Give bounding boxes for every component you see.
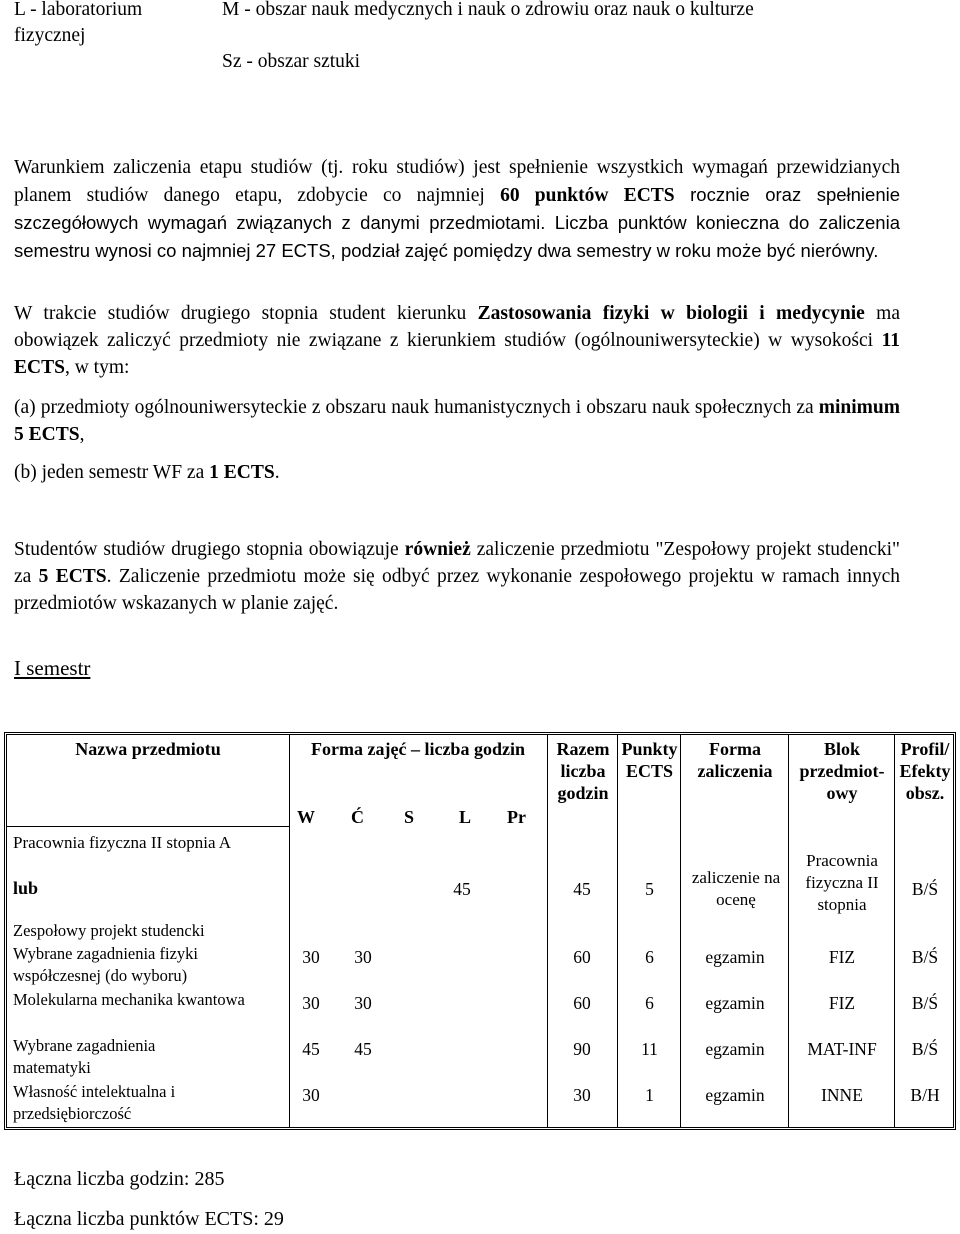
text: . bbox=[274, 462, 280, 483]
bold-text: 11 ECTS bbox=[14, 330, 900, 378]
total-hours: 45 bbox=[573, 879, 591, 899]
course-name: Molekularna mechanika kwantowa bbox=[13, 990, 245, 1009]
text: Studentów studiów drugiego stopnia obowiązuje bbox=[14, 539, 405, 560]
item-a-paragraph bbox=[14, 394, 900, 448]
header-block: Blok przedmiot-owy bbox=[799, 739, 885, 803]
legend-l: L - laboratorium fizycznej bbox=[14, 0, 143, 46]
project-paragraph bbox=[14, 536, 900, 617]
section-title: I semestr bbox=[14, 656, 91, 680]
hours-c: 45 bbox=[354, 1039, 372, 1059]
profile: B/Ś bbox=[911, 879, 939, 899]
assessment: egzamin bbox=[705, 993, 765, 1013]
bold-text: 5 ECTS bbox=[38, 566, 107, 587]
bold-text: minimum 5 ECTS bbox=[14, 397, 900, 445]
hours-w: 30 bbox=[302, 947, 320, 967]
legend-sz: Sz - obszar sztuki bbox=[222, 51, 361, 72]
text: rocznie oraz spełnienie szczegółowych wymagań związanych z danymi przedmiotami. Liczba punktów konieczna do zaliczenia semestru wynosi co najmniej 27 ECTS, podział zajęć pomiędzy dwa semestry w roku może być nierówny. bbox=[14, 184, 901, 261]
course-name: Wybrane zagadnienia matematyki bbox=[13, 1036, 156, 1077]
item-b-paragraph bbox=[14, 459, 900, 486]
block: INNE bbox=[821, 1085, 863, 1105]
block: FIZ bbox=[828, 947, 856, 967]
hours-w: 30 bbox=[302, 993, 320, 1013]
bold-text: 60 punktów ECTS bbox=[500, 185, 675, 206]
course-name: Wybrane zagadnienia fizyki współczesnej (do wyboru) bbox=[13, 944, 198, 985]
course-or: lub bbox=[13, 878, 39, 898]
text: . Zaliczenie przedmiotu może się odbyć przez wykonanie zespołowego projektu w ramach innych przedmiotów wskazanych w planie zajęć. bbox=[14, 566, 900, 614]
subheader-s: S bbox=[404, 807, 415, 827]
assessment: zaliczenie na ocenę bbox=[691, 868, 781, 909]
assessment: egzamin bbox=[705, 1039, 765, 1059]
col-divider bbox=[289, 735, 290, 1127]
profile: B/H bbox=[910, 1085, 940, 1105]
header-name: Nazwa przedmiotu bbox=[75, 739, 221, 759]
course-table bbox=[4, 732, 956, 1130]
subheader-l: L bbox=[459, 807, 472, 827]
course-name: Pracownia fizyczna II stopnia A bbox=[13, 833, 232, 852]
text: (b) jeden semestr WF za bbox=[14, 462, 210, 483]
general-courses-paragraph bbox=[14, 300, 900, 381]
header-ects: Punkty ECTS bbox=[621, 739, 678, 781]
course-name: Własność intelektualna i przedsiębiorczość bbox=[13, 1082, 176, 1123]
header-assessment: Forma zaliczenia bbox=[697, 739, 773, 781]
col-divider bbox=[680, 735, 681, 1127]
hours-c: 30 bbox=[354, 993, 372, 1013]
subheader-pr: Pr bbox=[507, 807, 526, 827]
rules-paragraph bbox=[14, 154, 900, 265]
text: (a) przedmioty ogólnouniwersyteckie z obszaru nauk humanistycznych i obszaru nauk społecznych za bbox=[14, 397, 819, 418]
bold-text: Zastosowania fizyki w biologii i medycynie bbox=[477, 303, 865, 324]
course-name: Zespołowy projekt studencki bbox=[13, 921, 205, 940]
total-ects-summary: Łączna liczba punktów ECTS: 29 bbox=[14, 1208, 284, 1230]
total-hours: 60 bbox=[573, 947, 591, 967]
assessment: egzamin bbox=[705, 1085, 765, 1105]
header-profile: Profil/ Efekty obsz. bbox=[899, 739, 951, 803]
ects-points: 1 bbox=[645, 1085, 654, 1105]
text: , w tym: bbox=[64, 357, 130, 378]
bold-text: również bbox=[404, 539, 471, 560]
total-hours: 30 bbox=[573, 1085, 591, 1105]
hours-l: 45 bbox=[453, 879, 471, 899]
header-forms: Forma zajęć – liczba godzin bbox=[311, 739, 525, 759]
ects-points: 6 bbox=[645, 993, 654, 1013]
profile: B/Ś bbox=[911, 947, 939, 967]
text: ma obowiązek zaliczyć przedmioty nie związane z kierunkiem studiów (ogólnouniwersyteckie) w wysokości bbox=[14, 303, 900, 351]
text: Warunkiem zaliczenia etapu studiów (tj. roku studiów) jest spełnienie wszystkich wymagań przewidzianych planem studiów danego etapu, zdobycie co najmniej bbox=[14, 157, 900, 206]
header-total-hours: Razem liczba godzin bbox=[556, 739, 610, 803]
bold-text: 1 ECTS bbox=[209, 462, 275, 483]
assessment: egzamin bbox=[705, 947, 765, 967]
ects-points: 11 bbox=[641, 1039, 658, 1059]
subheader-w: W bbox=[297, 807, 315, 827]
text: W trakcie studiów drugiego stopnia student kierunku bbox=[14, 303, 478, 324]
block: Pracownia fizyczna II stopnia bbox=[805, 851, 879, 914]
ects-points: 5 bbox=[645, 879, 654, 899]
block: FIZ bbox=[828, 993, 856, 1013]
hours-w: 30 bbox=[302, 1085, 320, 1105]
row-divider bbox=[7, 826, 289, 827]
profile: B/Ś bbox=[911, 993, 939, 1013]
ects-points: 6 bbox=[645, 947, 654, 967]
total-hours: 60 bbox=[573, 993, 591, 1013]
profile: B/Ś bbox=[911, 1039, 939, 1059]
text: zaliczenie przedmiotu "Zespołowy projekt studencki" za bbox=[14, 539, 900, 587]
total-hours-summary: Łączna liczba godzin: 285 bbox=[14, 1168, 225, 1190]
hours-c: 30 bbox=[354, 947, 372, 967]
block: MAT-INF bbox=[807, 1039, 877, 1059]
total-hours: 90 bbox=[573, 1039, 591, 1059]
subheader-c: Ć bbox=[351, 807, 364, 827]
text: , bbox=[79, 424, 85, 445]
hours-w: 45 bbox=[302, 1039, 320, 1059]
legend-m: M - obszar nauk medycznych i nauk o zdrowiu oraz nauk o kulturze bbox=[222, 0, 754, 20]
